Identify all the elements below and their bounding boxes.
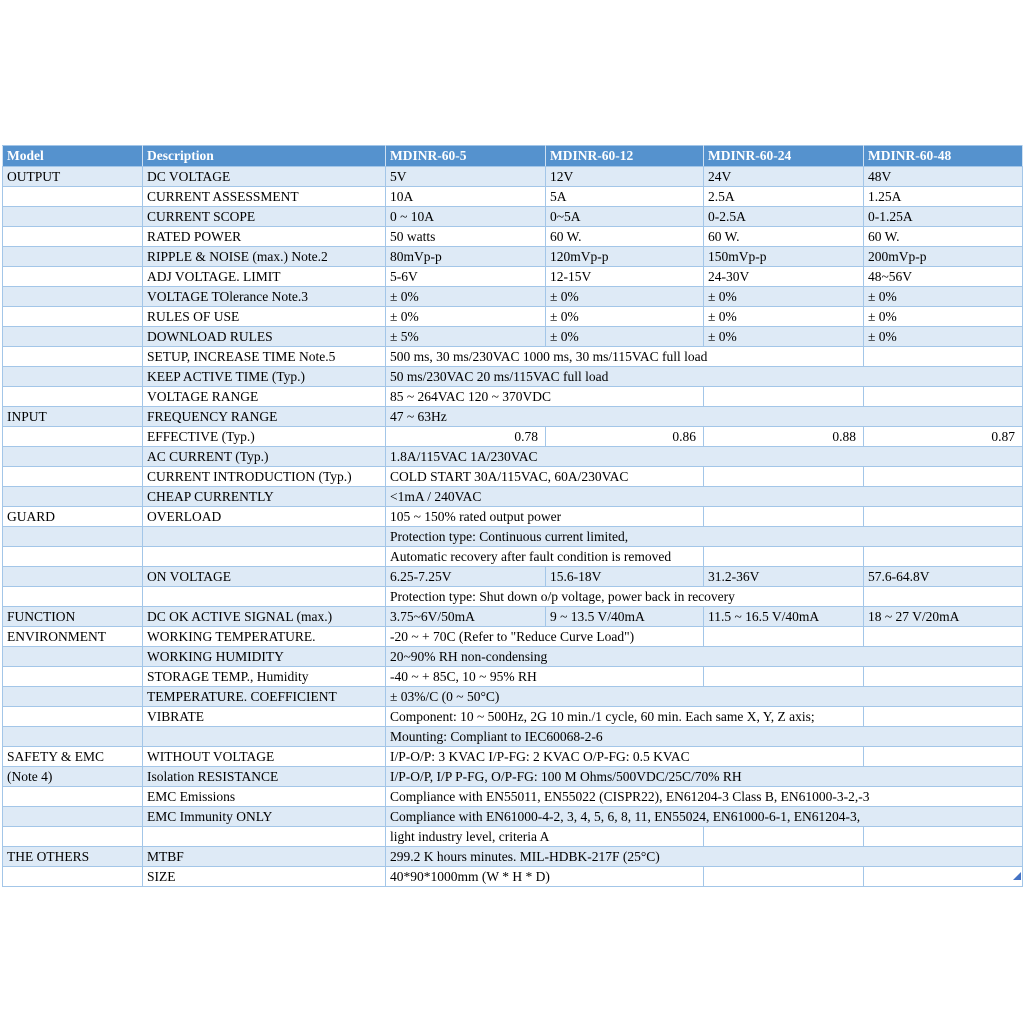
cell-value: 0.88 xyxy=(704,427,864,447)
column-header-model: Model xyxy=(3,146,143,167)
cell-value: 0.86 xyxy=(546,427,704,447)
cell-value: 24-30V xyxy=(704,267,864,287)
table-row xyxy=(3,627,1023,647)
cell-description: DC VOLTAGE xyxy=(143,167,386,187)
cell-value: 0~5A xyxy=(546,207,704,227)
cell-model xyxy=(3,687,143,707)
cell-description: Isolation RESISTANCE xyxy=(143,767,386,787)
cell-value xyxy=(864,747,1023,767)
cell-model xyxy=(3,267,143,287)
cell-value: 40*90*1000mm (W * H * D) xyxy=(386,867,704,887)
cell-model: FUNCTION xyxy=(3,607,143,627)
cell-description: VOLTAGE TOlerance Note.3 xyxy=(143,287,386,307)
cell-description: RULES OF USE xyxy=(143,307,386,327)
cell-model xyxy=(3,447,143,467)
cell-value: 60 W. xyxy=(864,227,1023,247)
cell-description: SETUP, INCREASE TIME Note.5 xyxy=(143,347,386,367)
cell-value: 5V xyxy=(386,167,546,187)
cell-description: KEEP ACTIVE TIME (Typ.) xyxy=(143,367,386,387)
cell-value: 10A xyxy=(386,187,546,207)
table-row xyxy=(3,367,1023,387)
table-row xyxy=(3,267,1023,287)
table-row xyxy=(3,847,1023,867)
cell-value xyxy=(864,707,1023,727)
cell-value: ± 0% xyxy=(864,287,1023,307)
cell-value: 9 ~ 13.5 V/40mA xyxy=(546,607,704,627)
table-row xyxy=(3,447,1023,467)
cell-model xyxy=(3,367,143,387)
cell-value: 5-6V xyxy=(386,267,546,287)
cell-value: 15.6-18V xyxy=(546,567,704,587)
cell-value: ± 0% xyxy=(704,287,864,307)
cell-value xyxy=(704,667,864,687)
cell-value: 48~56V xyxy=(864,267,1023,287)
cell-value: 57.6-64.8V xyxy=(864,567,1023,587)
cell-description xyxy=(143,527,386,547)
cell-value xyxy=(864,627,1023,647)
cell-description: DOWNLOAD RULES xyxy=(143,327,386,347)
table-row xyxy=(3,787,1023,807)
cell-description: OVERLOAD xyxy=(143,507,386,527)
cell-value: 5A xyxy=(546,187,704,207)
cell-value: 85 ~ 264VAC 120 ~ 370VDC xyxy=(386,387,704,407)
cell-value: 500 ms, 30 ms/230VAC 1000 ms, 30 ms/115VAC full load xyxy=(386,347,864,367)
cell-value: 3.75~6V/50mA xyxy=(386,607,546,627)
cell-value: ± 0% xyxy=(386,287,546,307)
table-row xyxy=(3,327,1023,347)
cell-description: EFFECTIVE (Typ.) xyxy=(143,427,386,447)
table-row xyxy=(3,487,1023,507)
cell-model xyxy=(3,207,143,227)
cell-value: <1mA / 240VAC xyxy=(386,487,1023,507)
table-row xyxy=(3,467,1023,487)
table-row xyxy=(3,287,1023,307)
cell-description xyxy=(143,727,386,747)
cell-description: VIBRATE xyxy=(143,707,386,727)
cell-value: Compliance with EN61000-4-2, 3, 4, 5, 6, 8, 11, EN55024, EN61000-6-1, EN61204-3, xyxy=(386,807,1023,827)
cell-description: RATED POWER xyxy=(143,227,386,247)
cell-value: Protection type: Continuous current limited, xyxy=(386,527,1023,547)
cell-description: STORAGE TEMP., Humidity xyxy=(143,667,386,687)
cell-value: -20 ~ + 70C (Refer to "Reduce Curve Load") xyxy=(386,627,704,647)
table-row xyxy=(3,387,1023,407)
cell-value xyxy=(864,507,1023,527)
table-row xyxy=(3,607,1023,627)
cell-value: 50 watts xyxy=(386,227,546,247)
cell-description: ADJ VOLTAGE. LIMIT xyxy=(143,267,386,287)
table-row xyxy=(3,427,1023,447)
table-row xyxy=(3,587,1023,607)
table-row xyxy=(3,647,1023,667)
cell-description: CURRENT ASSESSMENT xyxy=(143,187,386,207)
cell-value: 50 ms/230VAC 20 ms/115VAC full load xyxy=(386,367,1023,387)
cell-description: CURRENT INTRODUCTION (Typ.) xyxy=(143,467,386,487)
cell-description xyxy=(143,587,386,607)
cell-value: ± 03%/C (0 ~ 50°C) xyxy=(386,687,1023,707)
cell-model: GUARD xyxy=(3,507,143,527)
cell-model xyxy=(3,467,143,487)
cell-value: -40 ~ + 85C, 10 ~ 95% RH xyxy=(386,667,704,687)
cell-value: 80mVp-p xyxy=(386,247,546,267)
cell-value: I/P-O/P: 3 KVAC I/P-FG: 2 KVAC O/P-FG: 0.5 KVAC xyxy=(386,747,864,767)
spec-table xyxy=(2,145,1023,887)
cell-value: ± 0% xyxy=(704,327,864,347)
cell-model xyxy=(3,287,143,307)
cell-model xyxy=(3,727,143,747)
cell-model xyxy=(3,427,143,447)
cell-value: Mounting: Compliant to IEC60068-2-6 xyxy=(386,727,1023,747)
cell-value: 150mVp-p xyxy=(704,247,864,267)
cell-model: THE OTHERS xyxy=(3,847,143,867)
cell-value xyxy=(864,387,1023,407)
cell-value: Automatic recovery after fault condition is removed xyxy=(386,547,704,567)
cell-description: EMC Immunity ONLY xyxy=(143,807,386,827)
cell-description: CURRENT SCOPE xyxy=(143,207,386,227)
table-row xyxy=(3,807,1023,827)
cell-value: COLD START 30A/115VAC, 60A/230VAC xyxy=(386,467,704,487)
cell-value xyxy=(864,587,1023,607)
cell-value: ± 0% xyxy=(386,307,546,327)
cell-model xyxy=(3,227,143,247)
table-row xyxy=(3,567,1023,587)
cell-value: 200mVp-p xyxy=(864,247,1023,267)
cell-value: 1.25A xyxy=(864,187,1023,207)
cell-model xyxy=(3,667,143,687)
table-row xyxy=(3,187,1023,207)
cell-model: OUTPUT xyxy=(3,167,143,187)
cell-value: 60 W. xyxy=(546,227,704,247)
cell-value xyxy=(864,547,1023,567)
table-body xyxy=(3,167,1023,887)
cell-value: 24V xyxy=(704,167,864,187)
cell-value xyxy=(864,467,1023,487)
cell-model xyxy=(3,487,143,507)
cell-description: FREQUENCY RANGE xyxy=(143,407,386,427)
cell-value: 105 ~ 150% rated output power xyxy=(386,507,704,527)
table-row xyxy=(3,727,1023,747)
cell-description: ON VOLTAGE xyxy=(143,567,386,587)
cell-value: ± 0% xyxy=(546,307,704,327)
header-row xyxy=(3,146,1023,167)
cell-model xyxy=(3,587,143,607)
cell-value: 11.5 ~ 16.5 V/40mA xyxy=(704,607,864,627)
cell-value: Compliance with EN55011, EN55022 (CISPR22), EN61204-3 Class B, EN61000-3-2,-3 xyxy=(386,787,1023,807)
table-row xyxy=(3,207,1023,227)
cell-model xyxy=(3,187,143,207)
cell-value: Protection type: Shut down o/p voltage, power back in recovery xyxy=(386,587,864,607)
column-header-mdinr-60-12: MDINR-60-12 xyxy=(546,146,704,167)
cell-value xyxy=(704,467,864,487)
cell-value: ± 0% xyxy=(704,307,864,327)
cell-value: 0.87 xyxy=(864,427,1023,447)
cell-model xyxy=(3,567,143,587)
cell-value: Component: 10 ~ 500Hz, 2G 10 min./1 cycle, 60 min. Each same X, Y, Z axis; xyxy=(386,707,864,727)
cell-value xyxy=(704,827,864,847)
selection-handle-icon[interactable] xyxy=(1013,872,1021,880)
cell-value: 20~90% RH non-condensing xyxy=(386,647,1023,667)
cell-description: WITHOUT VOLTAGE xyxy=(143,747,386,767)
table-row xyxy=(3,747,1023,767)
cell-value: 12-15V xyxy=(546,267,704,287)
cell-description: CHEAP CURRENTLY xyxy=(143,487,386,507)
cell-description: WORKING HUMIDITY xyxy=(143,647,386,667)
cell-model xyxy=(3,707,143,727)
table-row xyxy=(3,867,1023,887)
table-row xyxy=(3,547,1023,567)
cell-model xyxy=(3,527,143,547)
cell-description: EMC Emissions xyxy=(143,787,386,807)
cell-description: VOLTAGE RANGE xyxy=(143,387,386,407)
cell-value: 48V xyxy=(864,167,1023,187)
cell-model xyxy=(3,307,143,327)
cell-value: ± 5% xyxy=(386,327,546,347)
cell-value xyxy=(864,347,1023,367)
cell-description: DC OK ACTIVE SIGNAL (max.) xyxy=(143,607,386,627)
cell-description xyxy=(143,547,386,567)
cell-description: RIPPLE & NOISE (max.) Note.2 xyxy=(143,247,386,267)
cell-description xyxy=(143,827,386,847)
cell-value: 0 ~ 10A xyxy=(386,207,546,227)
cell-model xyxy=(3,327,143,347)
table-row xyxy=(3,347,1023,367)
cell-value xyxy=(704,627,864,647)
cell-value: 2.5A xyxy=(704,187,864,207)
cell-model xyxy=(3,787,143,807)
cell-value: 299.2 K hours minutes. MIL-HDBK-217F (25°C) xyxy=(386,847,1023,867)
table-row xyxy=(3,407,1023,427)
cell-value: ± 0% xyxy=(864,307,1023,327)
table-row xyxy=(3,307,1023,327)
cell-value: ± 0% xyxy=(546,287,704,307)
table-row xyxy=(3,687,1023,707)
table-row xyxy=(3,827,1023,847)
cell-value xyxy=(704,507,864,527)
table-row xyxy=(3,527,1023,547)
cell-model xyxy=(3,827,143,847)
cell-model xyxy=(3,347,143,367)
column-header-description: Description xyxy=(143,146,386,167)
cell-value xyxy=(864,827,1023,847)
cell-model: ENVIRONMENT xyxy=(3,627,143,647)
cell-value: 6.25-7.25V xyxy=(386,567,546,587)
cell-value: 60 W. xyxy=(704,227,864,247)
cell-value: 12V xyxy=(546,167,704,187)
cell-value xyxy=(864,667,1023,687)
cell-model: SAFETY & EMC xyxy=(3,747,143,767)
cell-value xyxy=(704,867,864,887)
cell-model xyxy=(3,387,143,407)
cell-model xyxy=(3,807,143,827)
column-header-mdinr-60-48: MDINR-60-48 xyxy=(864,146,1023,167)
cell-value: 0-2.5A xyxy=(704,207,864,227)
cell-value: 1.8A/115VAC 1A/230VAC xyxy=(386,447,1023,467)
cell-value: 0-1.25A xyxy=(864,207,1023,227)
cell-value: I/P-O/P, I/P P-FG, O/P-FG: 100 M Ohms/500VDC/25C/70% RH xyxy=(386,767,1023,787)
table-row xyxy=(3,767,1023,787)
cell-description: MTBF xyxy=(143,847,386,867)
cell-model xyxy=(3,867,143,887)
cell-value: 0.78 xyxy=(386,427,546,447)
cell-value: ± 0% xyxy=(864,327,1023,347)
cell-model xyxy=(3,547,143,567)
cell-description: AC CURRENT (Typ.) xyxy=(143,447,386,467)
cell-value xyxy=(864,867,1023,887)
cell-value: ± 0% xyxy=(546,327,704,347)
cell-value: 47 ~ 63Hz xyxy=(386,407,1023,427)
table-row xyxy=(3,507,1023,527)
cell-model: INPUT xyxy=(3,407,143,427)
cell-value: 18 ~ 27 V/20mA xyxy=(864,607,1023,627)
cell-model: (Note 4) xyxy=(3,767,143,787)
cell-value: 120mVp-p xyxy=(546,247,704,267)
cell-value: 31.2-36V xyxy=(704,567,864,587)
table-row xyxy=(3,227,1023,247)
cell-model xyxy=(3,247,143,267)
column-header-mdinr-60-24: MDINR-60-24 xyxy=(704,146,864,167)
cell-description: WORKING TEMPERATURE. xyxy=(143,627,386,647)
cell-model xyxy=(3,647,143,667)
cell-description: TEMPERATURE. COEFFICIENT xyxy=(143,687,386,707)
table-row xyxy=(3,707,1023,727)
cell-description: SIZE xyxy=(143,867,386,887)
column-header-mdinr-60-5: MDINR-60-5 xyxy=(386,146,546,167)
cell-value: light industry level, criteria A xyxy=(386,827,704,847)
cell-value xyxy=(704,547,864,567)
table-row xyxy=(3,167,1023,187)
table-row xyxy=(3,667,1023,687)
table-row xyxy=(3,247,1023,267)
cell-value xyxy=(704,387,864,407)
